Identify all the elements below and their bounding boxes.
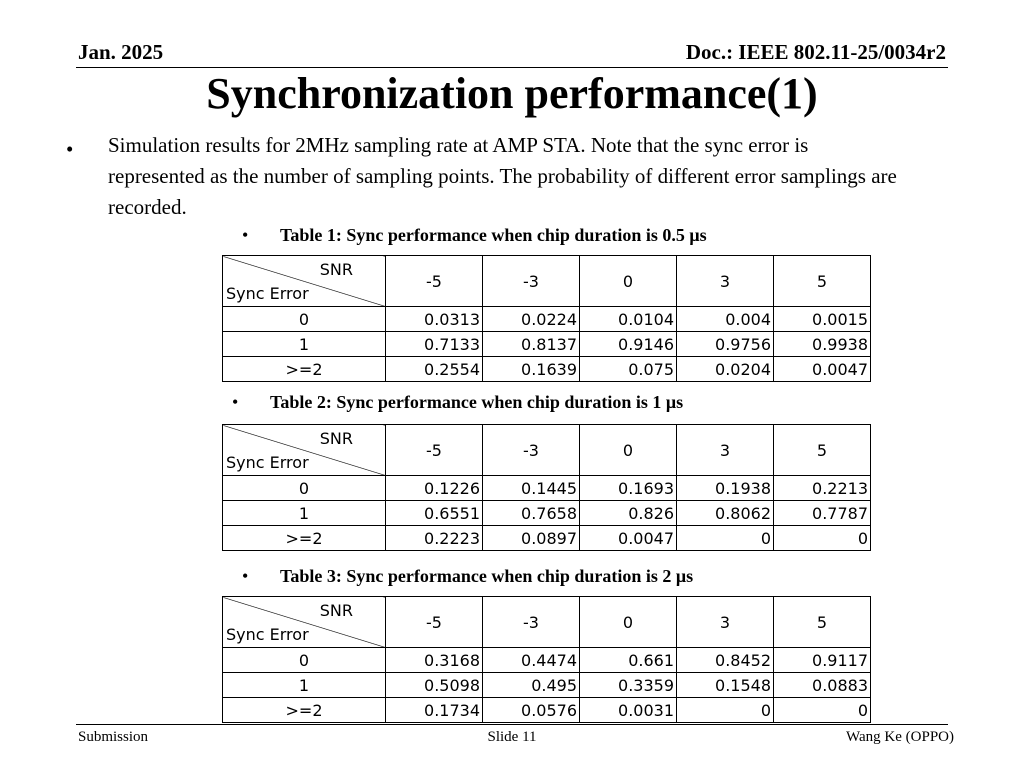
column-header: -3 <box>483 256 580 307</box>
corner-cell <box>223 597 386 648</box>
table-header-row <box>223 425 871 476</box>
table-cell: 0.8137 <box>483 332 580 357</box>
corner-snr-label: SNR <box>319 601 353 620</box>
table-cell: 0 <box>677 698 774 723</box>
table-cell: 0.0047 <box>580 526 677 551</box>
table-cell: 0.9146 <box>580 332 677 357</box>
table-row <box>223 332 871 357</box>
table-cell: 0.7658 <box>483 501 580 526</box>
row-label: >=2 <box>223 698 386 723</box>
header-date: Jan. 2025 <box>78 40 164 64</box>
table-cell: 0.0224 <box>483 307 580 332</box>
row-label: 1 <box>223 501 386 526</box>
table-row <box>223 307 871 332</box>
column-header: 0 <box>580 256 677 307</box>
column-header: 5 <box>774 425 871 476</box>
table-row <box>223 648 871 673</box>
table-cell: 0.3168 <box>386 648 483 673</box>
footer-rule <box>76 724 948 725</box>
column-header: 0 <box>580 425 677 476</box>
table-cell: 0.826 <box>580 501 677 526</box>
slide-title: Synchronization performance(1) <box>206 69 818 118</box>
table-cell: 0.6551 <box>386 501 483 526</box>
table-cell: 0 <box>677 526 774 551</box>
sync-table-3 <box>222 596 871 723</box>
corner-sync-error-label: Sync Error <box>226 453 309 472</box>
table-cell: 0.0883 <box>774 673 871 698</box>
table-cell: 0.3359 <box>580 673 677 698</box>
table-cell: 0.4474 <box>483 648 580 673</box>
column-header: 3 <box>677 597 774 648</box>
sync-table-1 <box>222 255 871 382</box>
corner-snr-label: SNR <box>319 429 353 448</box>
table-1-bullet: • <box>242 225 249 245</box>
row-label: 0 <box>223 307 386 332</box>
table-cell: 0.8062 <box>677 501 774 526</box>
column-header: -5 <box>386 425 483 476</box>
footer-slide-number: Slide 11 <box>487 729 537 745</box>
row-label: >=2 <box>223 357 386 382</box>
table-header-row <box>223 597 871 648</box>
table-cell: 0.1639 <box>483 357 580 382</box>
table-cell: 0.2223 <box>386 526 483 551</box>
table-cell: 0.0047 <box>774 357 871 382</box>
column-header: -3 <box>483 597 580 648</box>
footer-submission: Submission <box>78 729 149 745</box>
table-cell: 0.495 <box>483 673 580 698</box>
table-cell: 0.0313 <box>386 307 483 332</box>
column-header: -3 <box>483 425 580 476</box>
column-header: 5 <box>774 597 871 648</box>
table-row <box>223 526 871 551</box>
column-header: 3 <box>677 425 774 476</box>
table-cell: 0.661 <box>580 648 677 673</box>
table-cell: 0.1226 <box>386 476 483 501</box>
table-row <box>223 673 871 698</box>
table-cell: 0.1693 <box>580 476 677 501</box>
body-bullet: • <box>66 137 74 161</box>
row-label: 0 <box>223 648 386 673</box>
table-3-caption-text: Table 3: Sync performance when chip duration is 2 μs <box>280 566 694 586</box>
table-cell: 0.9938 <box>774 332 871 357</box>
column-header: 3 <box>677 256 774 307</box>
table-1-caption-text: Table 1: Sync performance when chip duration is 0.5 μs <box>280 225 707 245</box>
corner-sync-error-label: Sync Error <box>226 625 309 644</box>
table-row <box>223 698 871 723</box>
header-doc-id: Doc.: IEEE 802.11-25/0034r2 <box>685 40 946 64</box>
table-cell: 0.0015 <box>774 307 871 332</box>
row-label: >=2 <box>223 526 386 551</box>
table-3-caption <box>242 565 693 587</box>
corner-sync-error-label: Sync Error <box>226 284 309 303</box>
table-cell: 0.9117 <box>774 648 871 673</box>
column-header: -5 <box>386 256 483 307</box>
table-cell: 0.0031 <box>580 698 677 723</box>
table-cell: 0.2213 <box>774 476 871 501</box>
table-1-caption <box>242 224 707 246</box>
table-cell: 0.1734 <box>386 698 483 723</box>
table-cell: 0.1445 <box>483 476 580 501</box>
table-3-bullet: • <box>242 566 249 586</box>
corner-cell <box>223 425 386 476</box>
table-cell: 0.2554 <box>386 357 483 382</box>
table-cell: 0 <box>774 698 871 723</box>
column-header: 5 <box>774 256 871 307</box>
table-cell: 0 <box>774 526 871 551</box>
corner-cell <box>223 256 386 307</box>
table-cell: 0.1938 <box>677 476 774 501</box>
table-cell: 0.7133 <box>386 332 483 357</box>
table-cell: 0.004 <box>677 307 774 332</box>
table-row <box>223 357 871 382</box>
table-cell: 0.0897 <box>483 526 580 551</box>
table-2-caption <box>232 391 683 413</box>
row-label: 1 <box>223 673 386 698</box>
table-cell: 0.0204 <box>677 357 774 382</box>
column-header: 0 <box>580 597 677 648</box>
table-cell: 0.1548 <box>677 673 774 698</box>
table-2-bullet: • <box>232 392 239 412</box>
footer-author: Wang Ke (OPPO) <box>846 729 954 745</box>
table-2-caption-text: Table 2: Sync performance when chip duration is 1 μs <box>270 392 684 412</box>
row-label: 0 <box>223 476 386 501</box>
row-label: 1 <box>223 332 386 357</box>
table-cell: 0.5098 <box>386 673 483 698</box>
table-row <box>223 501 871 526</box>
table-cell: 0.0576 <box>483 698 580 723</box>
table-header-row <box>223 256 871 307</box>
table-cell: 0.0104 <box>580 307 677 332</box>
body-text: Simulation results for 2MHz sampling rate at AMP STA. Note that the sync error is represented as the number of sampling points. The probability of different error samplings are recorded. <box>108 133 897 219</box>
table-cell: 0.075 <box>580 357 677 382</box>
table-cell: 0.7787 <box>774 501 871 526</box>
sync-table-2 <box>222 424 871 551</box>
corner-snr-label: SNR <box>319 260 353 279</box>
table-row <box>223 476 871 501</box>
table-cell: 0.8452 <box>677 648 774 673</box>
column-header: -5 <box>386 597 483 648</box>
table-cell: 0.9756 <box>677 332 774 357</box>
